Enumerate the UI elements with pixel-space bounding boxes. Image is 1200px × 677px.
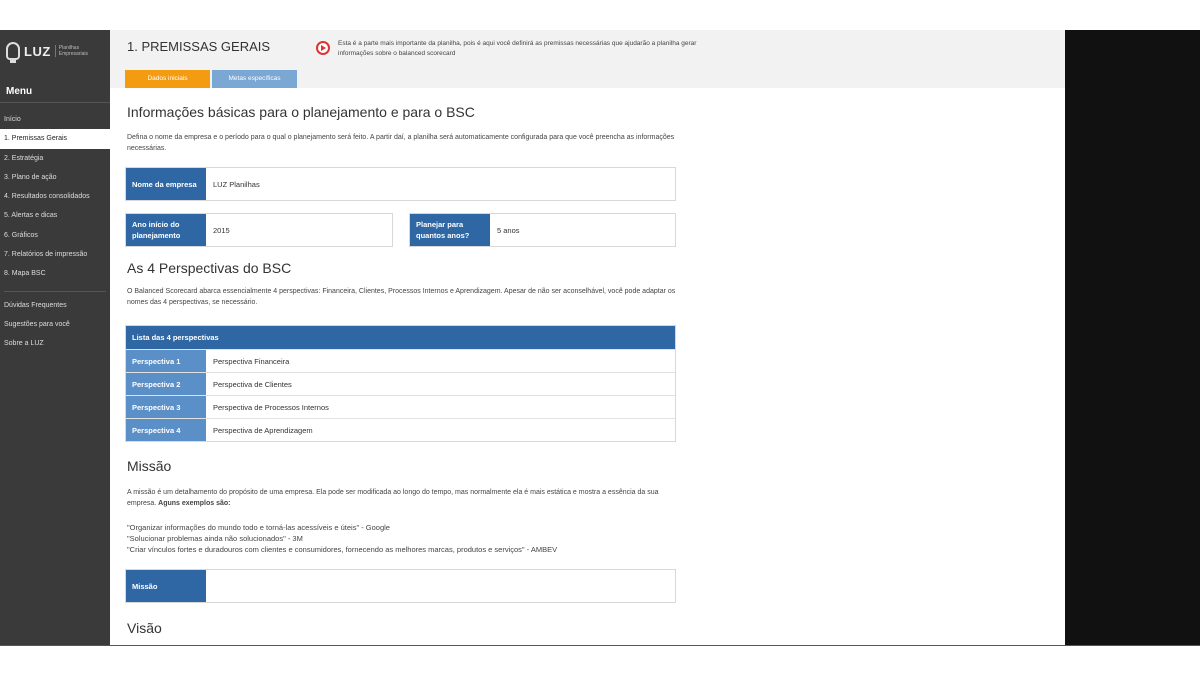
perspective-label: Perspectiva 3 — [126, 396, 206, 418]
perspectives-heading: As 4 Perspectivas do BSC — [127, 260, 292, 276]
menu-list — [0, 110, 110, 354]
menu-item-alertas-e-dicas[interactable]: 5. Alertas e dicas — [4, 212, 58, 220]
mission-example: "Organizar informações do mundo todo e torná-las acessíveis e úteis" - Google — [127, 523, 390, 532]
company-name-value[interactable]: LUZ Planilhas — [213, 179, 260, 189]
play-video-icon[interactable] — [316, 41, 330, 55]
perspective-label: Perspectiva 1 — [126, 350, 206, 372]
mission-examples — [127, 522, 557, 555]
company-name-label: Nome da empresa — [126, 168, 206, 200]
black-panel — [1065, 30, 1200, 646]
mission-example: "Criar vínculos fortes e duradouros com clientes e consumidores, fornecendo as melhores marcas, produtos e serviços" - AMBEV — [127, 545, 558, 554]
years-value[interactable]: 5 anos — [497, 225, 520, 235]
perspective-value[interactable]: Perspectiva de Aprendizagem — [213, 426, 313, 435]
menu-item-mapa-bsc[interactable]: 8. Mapa BSC — [4, 270, 46, 278]
mission-label: Missão — [126, 570, 206, 602]
menu-item-resultados-consolidados[interactable]: 4. Resultados consolidados — [4, 193, 90, 201]
perspectives-table — [125, 325, 676, 442]
tab-metas-especificas[interactable]: Metas específicas — [212, 70, 297, 88]
menu-item-duvidas-frequentes[interactable]: Dúvidas Frequentes — [4, 301, 67, 309]
perspectives-text: O Balanced Scorecard abarca essencialmente 4 perspectivas: Financeira, Clientes, Processos Internos e Aprendizagem. Apesar de não ser aconselhável, você pode adaptar os nomes das 4 perspectivas, se necessário. — [127, 288, 676, 306]
bottom-divider — [0, 645, 1200, 646]
perspective-value[interactable]: Perspectiva de Processos Internos — [213, 403, 329, 412]
menu-item-plano-de-acao[interactable]: 3. Plano de ação — [4, 173, 57, 181]
menu-item-sobre-a-luz[interactable]: Sobre a LUZ — [4, 340, 44, 348]
sidebar — [0, 30, 110, 646]
mission-value[interactable] — [206, 570, 213, 602]
mission-field — [125, 569, 676, 603]
start-year-field — [125, 213, 393, 247]
menu-divider — [4, 284, 106, 292]
header-note: Esta é a parte mais importante da planilha, pois é aqui você definirá as premissas necessárias que ajudarão a planilha gerar informações sobre o balanced scorecard — [338, 40, 697, 57]
logo-text: LUZ — [24, 43, 51, 59]
page-header — [110, 30, 1065, 88]
menu-item-sugestoes[interactable]: Sugestões para você — [4, 320, 70, 328]
table-row — [126, 418, 675, 441]
menu-item-relatorios-de-impressao[interactable]: 7. Relatórios de impressão — [4, 251, 88, 259]
years-label: Planejar para quantos anos? — [410, 214, 490, 246]
perspectives-table-title: Lista das 4 perspectivas — [126, 326, 675, 349]
menu-title: Menu — [6, 86, 33, 97]
mission-text-body: A missão é um detalhamento do propósito de uma empresa. Ela pode ser modificada ao longo do tempo, mas normalmente ela é mais estática e mostra a essência da sua empresa. — [127, 489, 659, 507]
mission-examples-title: Aguns exemplos são: — [158, 500, 231, 507]
perspective-label: Perspectiva 4 — [126, 419, 206, 441]
table-row — [126, 349, 675, 372]
table-row — [126, 395, 675, 418]
vision-heading: Visão — [127, 620, 162, 636]
perspective-label: Perspectiva 2 — [126, 373, 206, 395]
basic-info-heading: Informações básicas para o planejamento e para o BSC — [127, 104, 475, 120]
lightbulb-icon — [6, 42, 20, 60]
page-title: 1. PREMISSAS GERAIS — [127, 39, 271, 54]
logo-subtitle — [55, 45, 88, 57]
menu-item-premissas-gerais[interactable]: 1. Premissas Gerais — [0, 129, 110, 148]
mission-example: "Solucionar problemas ainda não solucionados" - 3M — [127, 534, 303, 543]
main-content — [110, 30, 1065, 646]
logo — [6, 42, 88, 60]
mission-heading: Missão — [127, 458, 172, 474]
logo-subtitle-line1: Planilhas — [58, 45, 80, 51]
menu-divider — [0, 102, 110, 103]
years-field — [409, 213, 676, 247]
menu-item-graficos[interactable]: 6. Gráficos — [4, 231, 38, 239]
tab-dados-iniciais[interactable]: Dados iniciais — [125, 70, 210, 88]
table-row — [126, 372, 675, 395]
menu-item-estrategia[interactable]: 2. Estratégia — [4, 154, 44, 162]
perspective-value[interactable]: Perspectiva de Clientes — [213, 380, 292, 389]
basic-info-text: Defina o nome da empresa e o período para o qual o planejamento será feito. A partir daí, a planilha será automaticamente configurada para que você preencha as informações necessárias. — [127, 134, 675, 152]
start-year-label: Ano início do planejamento — [126, 214, 206, 246]
company-name-field — [125, 167, 676, 201]
start-year-value[interactable]: 2015 — [213, 225, 230, 235]
menu-item-inicio[interactable]: Início — [4, 116, 21, 123]
mission-text — [127, 487, 687, 509]
logo-subtitle-line2: Empresariais — [58, 51, 88, 57]
app-frame — [0, 30, 1200, 646]
perspective-value[interactable]: Perspectiva Financeira — [213, 357, 290, 366]
